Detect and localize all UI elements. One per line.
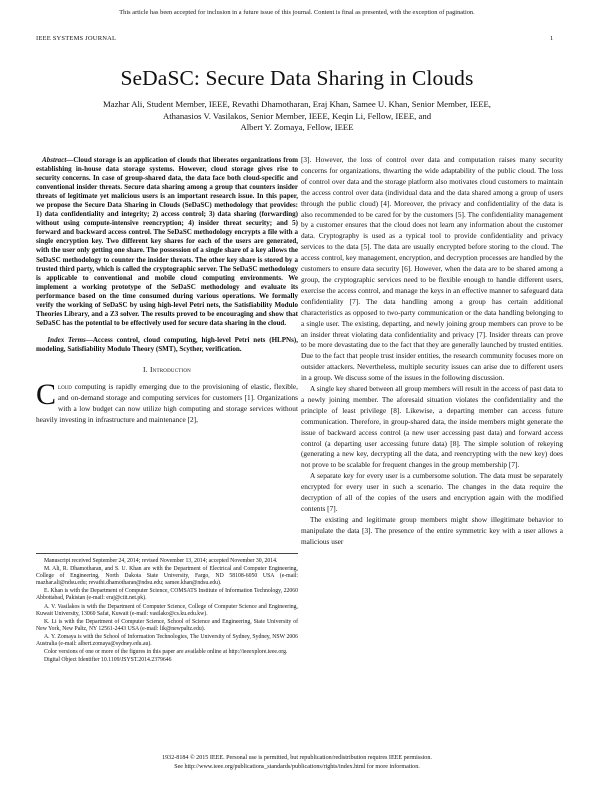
journal-name: IEEE SYSTEMS JOURNAL xyxy=(36,35,117,42)
intro-paragraph xyxy=(36,378,298,426)
footnote-item: Manuscript received September 24, 2014; revised November 13, 2014; accepted November 30, 2014. xyxy=(44,558,278,564)
section-heading xyxy=(36,365,298,374)
right-column xyxy=(301,155,563,548)
body-paragraph: A separate key for every user is a cumbersome solution. The data must be separately encrypted for every user in such a scenario. The changes in the data require the decryption of all of the copies of the users and encryption again with the modified contents [7]. xyxy=(301,471,563,513)
left-column xyxy=(36,156,298,426)
abstract-text: —Cloud storage is an application of clouds that liberates organizations from establishing in-house data storage systems. However, cloud storage gives rise to security concerns. In case of group-shared data, the data face both cloud-specific and conventional insider threats. Secure data sharing among a group that counters insider threats of legitimate yet malicious users is an important research issue. In this paper, we propose the Secure Data Sharing in Clouds (SeDaSC) methodology that provides: 1) data confidentiality and integrity; 2) access control; 3) data sharing (forwarding) without using compute-intensive reencryption; 4) insider threat security; and 5) forward and backward access control. The SeDaSC methodology encrypts a file with a single encryption key. Two different key shares for each of the users are generated, with the user only getting one share. The possession of a single share of a key allows the SeDaSC methodology to counter the insider threats. The other key share is stored by a trusted third party, which is called the cryptographic server. The SeDaSC methodology is applicable to conventional and mobile cloud computing environments. We implement a working prototype of the SeDaSC methodology and evaluate its performance based on the time consumed during various operations. We formally verify the working of SeDaSC by using high-level Petri nets, the Satisfiability Modulo Theories Library, and a Z3 solver. The results proved to be encouraging and show that SeDaSC has the potential to be effectively used for secure data sharing in the cloud. xyxy=(36,156,298,327)
index-terms xyxy=(36,336,298,354)
index-terms-text: —Access control, cloud computing, high-level Petri nets (HLPNs), modeling, Satisfiability Modulo Theory (SMT), Scyther, verification. xyxy=(36,335,298,353)
section-number: I. xyxy=(143,364,148,374)
copyright-notice xyxy=(0,754,594,771)
footnote-item: E. Khan is with the Department of Computer Science, COMSATS Institute of Information Technology, 22060 Abbottabad, Pakistan (e-mail: eraj@ciit.net.pk). xyxy=(36,588,298,602)
footnotes xyxy=(36,558,298,665)
paper-title: SeDaSC: Secure Data Sharing in Clouds xyxy=(120,66,474,90)
drop-cap: C xyxy=(36,378,57,412)
section-title: Introduction xyxy=(149,364,191,374)
rights-link-line: See http://www.ieee.org/publications_standards/publications/rights/index.html for more information. xyxy=(174,763,420,770)
abstract-label: Abstract xyxy=(42,156,67,164)
footnote-item: M. Ali, R. Dhamotharan, and S. U. Khan are with the Department of Electrical and Computer Engineering, College of Engineering, North Dakota State University, Fargo, ND 58108-6050 USA (e-mail: mazhar.ali@ndsu.edu; revathi.dhamotharan@ndsu.edu; samee.khan@ndsu.edu). xyxy=(36,566,298,587)
acceptance-notice: This article has been accepted for inclusion in a future issue of this journal. Content is final as presented, with the exception of pagination. xyxy=(119,9,475,16)
footnote-item: Digital Object Identifier 10.1109/JSYST.2014.2379646 xyxy=(44,657,172,664)
copyright-line: 1932-8184 © 2015 IEEE. Personal use is permitted, but republication/redistribution requires IEEE permission. xyxy=(162,755,432,761)
intro-lead-word: loud xyxy=(58,382,72,392)
footnote-item: A. Y. Zomaya is with the School of Information Technologies, The University of Sydney, Sydney, NSW 2006 Australia (e-mail: albert.zomaya@sydney.edu.au). xyxy=(36,633,298,648)
author-line-2: Athanasios V. Vasilakos, Senior Member, IEEE, Keqin Li, Fellow, IEEE, and xyxy=(162,110,432,121)
index-terms-label: Index Terms xyxy=(47,335,86,344)
page-number: 1 xyxy=(550,35,554,42)
body-paragraph: The existing and legitimate group members might show illegitimate behavior to manipulate the data [3]. The presence of the entire symmetric key with a user allows a malicious user xyxy=(301,514,563,546)
author-line-1: Mazhar Ali, Student Member, IEEE, Revathi Dhamotharan, Eraj Khan, Samee U. Khan, Senior Member, IEEE, xyxy=(103,99,491,109)
footnote-item: A. V. Vasilakos is with the Department of Computer Science, College of Computer Science and Engineering, Kuwait University, 13060 Safat, Kuwait (e-mail: vasilako@cs.ku.edu.kw). xyxy=(36,603,298,617)
footnote-divider xyxy=(36,553,298,554)
abstract xyxy=(36,156,298,328)
body-paragraph: [3]. However, the loss of control over data and computation raises many security concerns for organizations, thwarting the wide adaptability of the public cloud. The loss of control over data and the storage platform also motivates cloud customers to maintain the access control over data (individual data and the data shared among a group of users through the public cloud) [4]. Moreover, the privacy and confidentiality of the data is also recommended to be cared for by the customers [5]. The confidentiality management by a customer ensures that the cloud does not learn any information about the customer data. Cryptography is used as a typical tool to provide confidentiality and privacy services to the data [5]. The data are usually encrypted before storing to the cloud. The access control, key management, encryption, and decryption processes are handled by the customers to ensure data security [6]. However, when the data are to be shared among a group, the cryptographic services need to be flexible enough to handle different users, exercise the access control, and manage the keys in an effective manner to safeguard data confidentiality [7]. The data handling among a group has certain additional characteristics as opposed to two-party communication or the data handling belonging to a single user. The existing, departing, and newly joining group members can prove to be an insider threat violating data confidentiality and privacy [7]. Insider threats can prove to be more devastating due to the fact that they are generally launched by trusted entities. Due to the fact that people trust insider entities, the research community focuses more on outsider attackers. Nevertheless, multiple security issues can arise due to different users in a group. We discuss some of the issues in the following discussion. xyxy=(301,155,563,383)
footnote-item: Color versions of one or more of the figures in this paper are available online at http://ieeexplore.ieee.org. xyxy=(44,649,288,656)
author-line-3: Albert Y. Zomaya, Fellow, IEEE xyxy=(240,122,354,133)
author-list xyxy=(40,99,554,134)
body-paragraph: A single key shared between all group members will result in the access of past data to a newly joining member. The aforesaid situation violates the confidentiality and the principle of least privilege [8]. Likewise, a departing member can access future communication. Therefore, in group-shared data, the inside members might generate the issue of backward access control (a new user accessing past data) and forward access control (a departing user accessing future data) [8]. The simple solution of rekeying (generating a new key, decrypting all the data, and reencrypting with the new key) does not prove to be scalable for frequent changes in the group membership [7]. xyxy=(301,384,563,470)
intro-text: computing is rapidly emerging due to the provisioning of elastic, flexible, and on-demand storage and computing services for customers [1]. Organizations with a low budget can now utilize high computing and storage services without heavily investing in infrastructure and maintenance [2], xyxy=(36,382,298,424)
footnote-item: K. Li is with the Department of Computer Science, School of Science and Engineering, State University of New York, New Paltz, NY 12561-2443 USA (e-mail: lik@newpaltz.edu). xyxy=(36,618,298,632)
